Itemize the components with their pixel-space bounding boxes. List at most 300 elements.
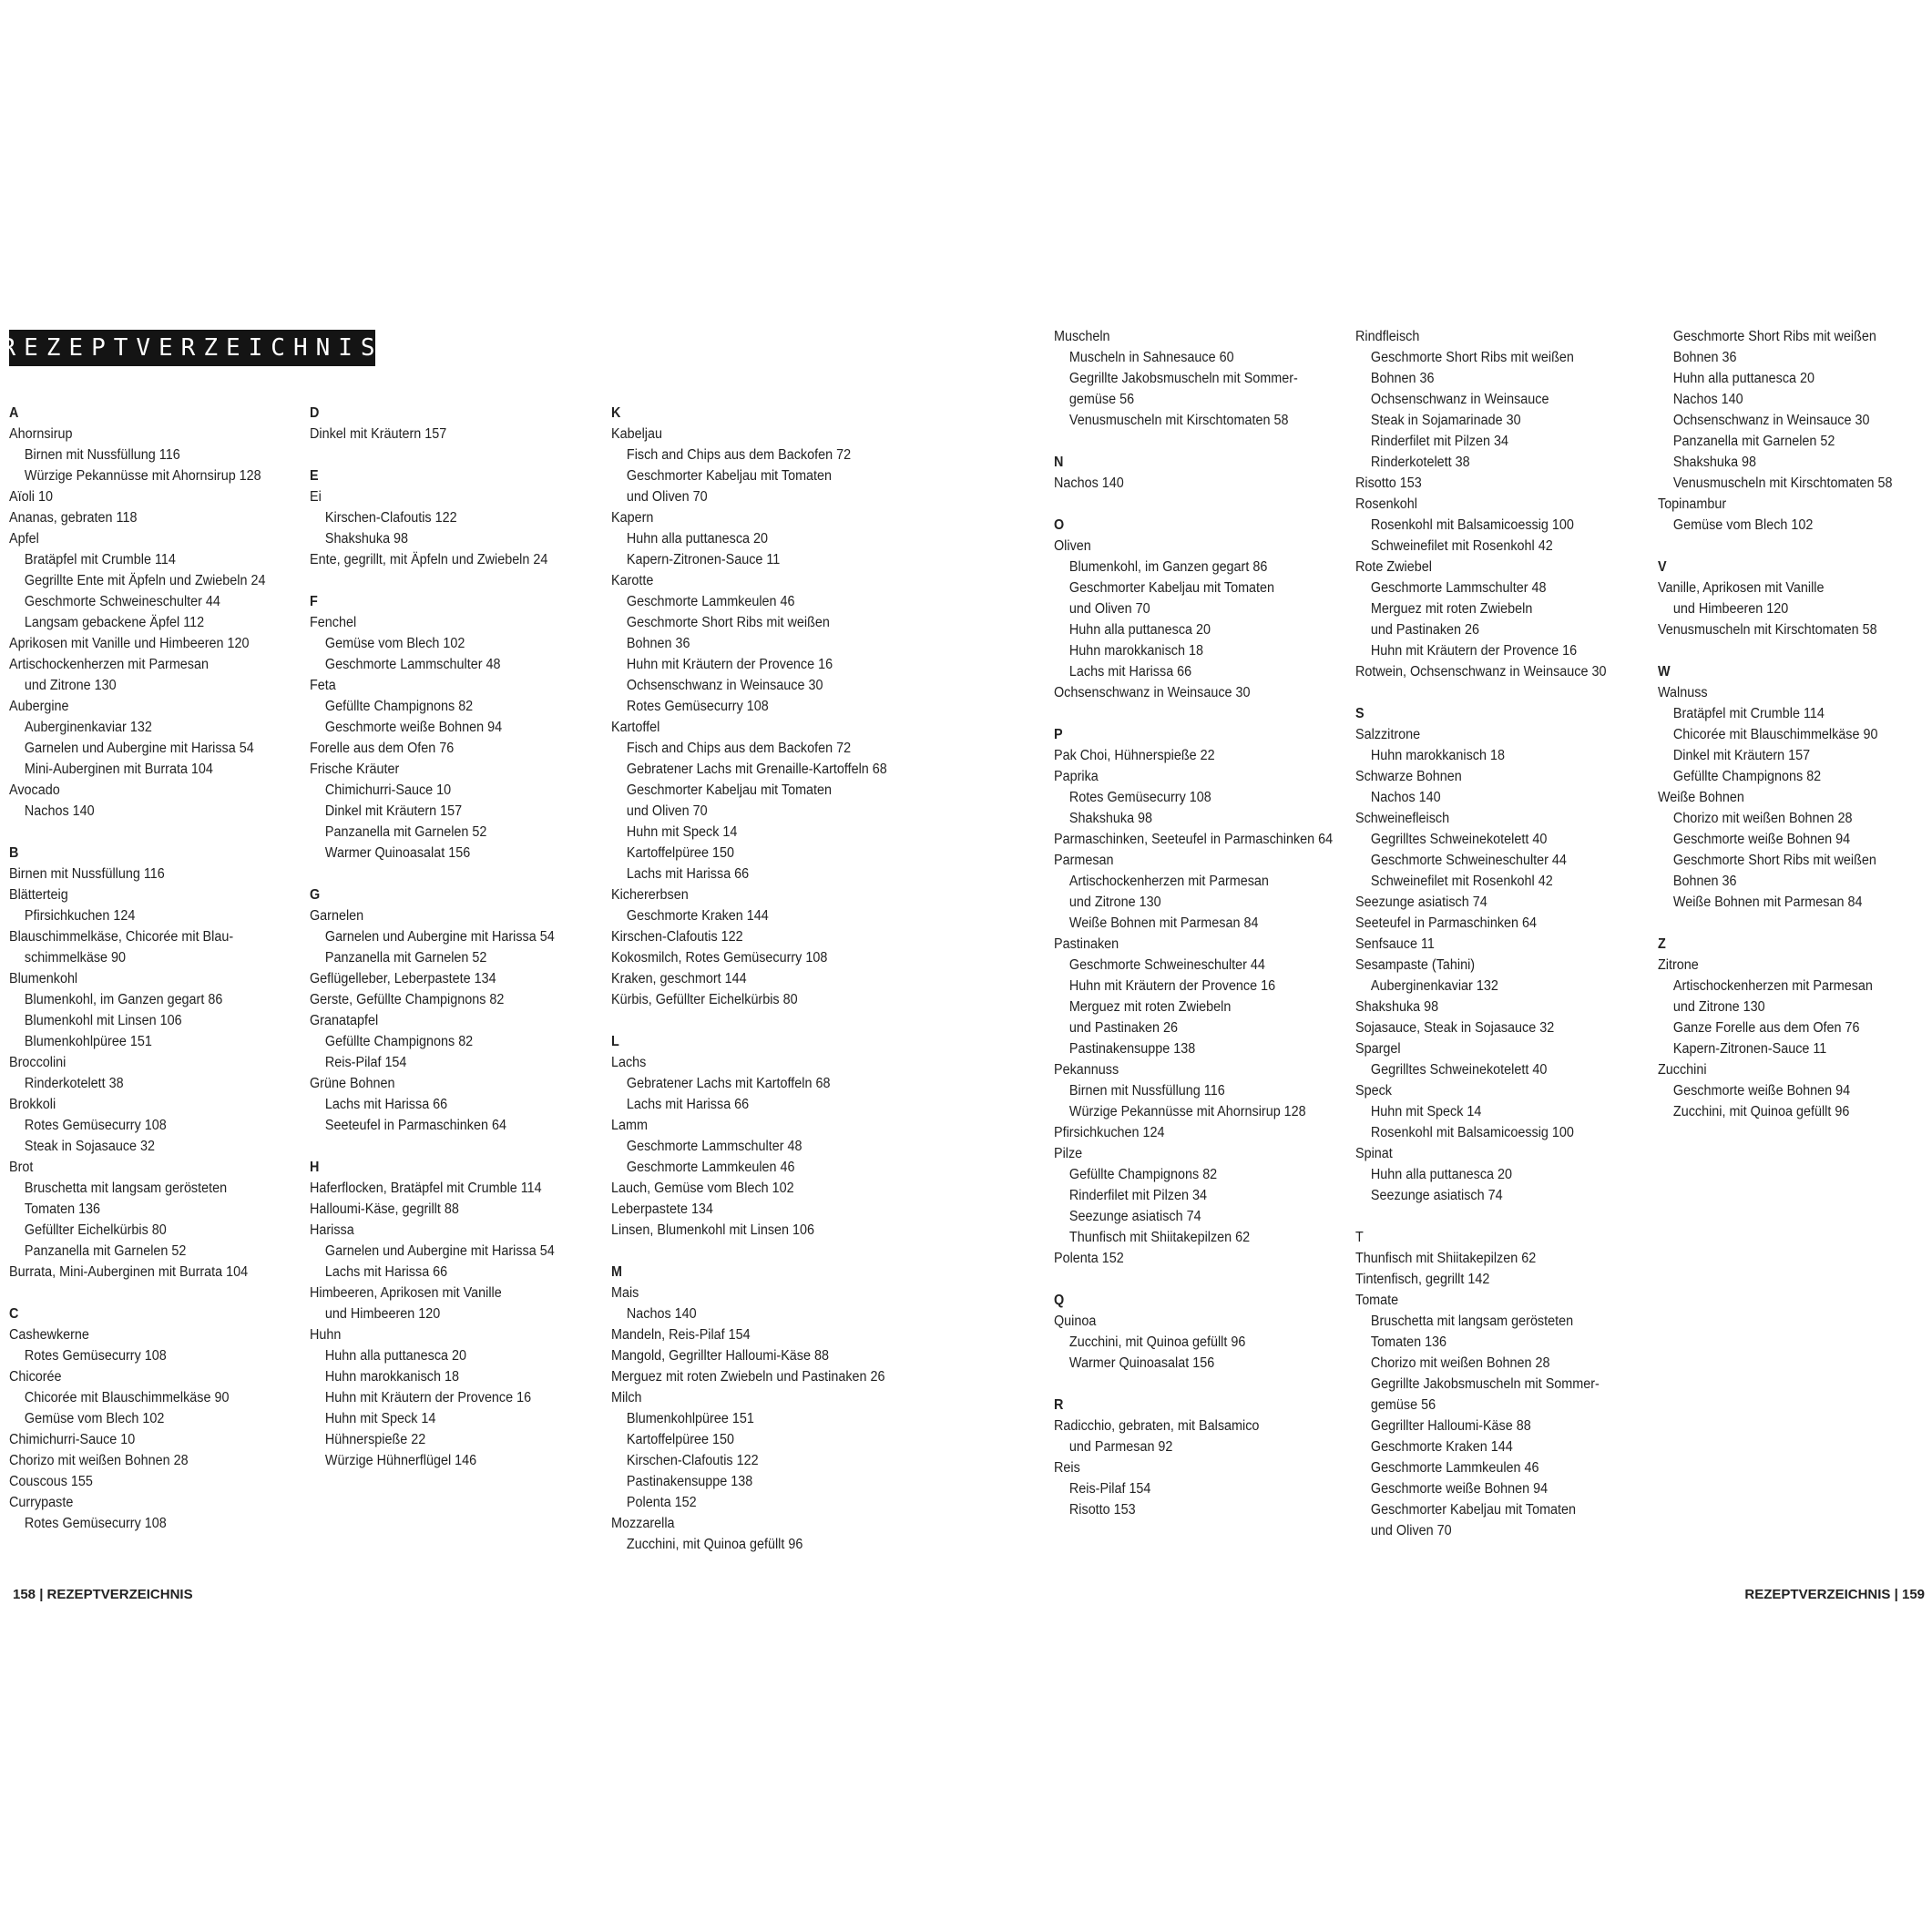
index-entry: Zucchini (1658, 1062, 1707, 1078)
index-subentry: Steak in Sojasauce 32 (24, 1139, 156, 1154)
index-entry: Kürbis, Gefüllter Eichelkürbis 80 (611, 992, 798, 1007)
index-entry: Brokkoli (9, 1097, 56, 1112)
footer-left: 158 | REZEPTVERZEICHNIS (13, 1587, 193, 1602)
page-title: REZEPTVERZEICHNIS (9, 330, 375, 366)
index-subentry: Huhn mit Kräutern der Provence 16 (1370, 643, 1578, 659)
index-subentry: Geschmorter Kabeljau mit Tomaten (626, 468, 833, 484)
index-entry: Tintenfisch, gegrillt 142 (1355, 1272, 1490, 1287)
index-subentry: Geschmorte Short Ribs mit weißen (1672, 853, 1876, 868)
section-letter: L (611, 1034, 619, 1049)
section-letter: T (1355, 1230, 1364, 1245)
section-letter: B (9, 845, 19, 861)
index-entry: Risotto 153 (1355, 475, 1422, 491)
index-entry: Kabeljau (611, 426, 662, 442)
index-subentry: Ganze Forelle aus dem Ofen 76 (1672, 1020, 1860, 1036)
index-entry: Merguez mit roten Zwiebeln und Pastinaken 26 (611, 1369, 885, 1385)
index-subentry: Geschmorte Lammkeulen 46 (626, 1160, 795, 1175)
index-entry: Lauch, Gemüse vom Blech 102 (611, 1181, 794, 1196)
index-subentry: Venusmuscheln mit Kirschtomaten 58 (1068, 413, 1289, 428)
index-subentry: Ochsenschwanz in Weinsauce 30 (626, 678, 823, 693)
index-subentry: Zucchini, mit Quinoa gefüllt 96 (1068, 1334, 1246, 1350)
index-subentry: Würzige Pekannüsse mit Ahornsirup 128 (24, 468, 261, 484)
index-entry: Artischockenherzen mit Parmesan (9, 657, 209, 672)
index-subentry: Artischockenherzen mit Parmesan (1068, 874, 1269, 889)
index-entry: Pekannuss (1054, 1062, 1119, 1078)
index-subentry: gemüse 56 (1068, 392, 1135, 407)
index-entry: Speck (1355, 1083, 1392, 1099)
index-subentry: Gefüllte Champignons 82 (324, 699, 474, 714)
index-subentry: Pastinakensuppe 138 (626, 1474, 753, 1489)
section-letter: V (1658, 559, 1667, 575)
index-entry: Spinat (1355, 1146, 1393, 1161)
index-entry: Rindfleisch (1355, 329, 1420, 344)
index-entry: Cashewkerne (9, 1327, 89, 1343)
index-subentry: Geschmorte weiße Bohnen 94 (1370, 1481, 1549, 1497)
section-letter: N (1054, 455, 1064, 470)
index-subentry: Chorizo mit weißen Bohnen 28 (1672, 811, 1853, 826)
index-entry: Himbeeren, Aprikosen mit Vanille (310, 1285, 502, 1301)
index-subentry: Huhn mit Kräutern der Provence 16 (324, 1390, 532, 1406)
index-entry: Leberpastete 134 (611, 1201, 713, 1217)
index-entry: Broccolini (9, 1055, 66, 1070)
index-subentry: und Oliven 70 (626, 803, 708, 819)
index-subentry: und Parmesan 92 (1068, 1439, 1173, 1455)
index-subentry: Huhn mit Kräutern der Provence 16 (626, 657, 833, 672)
index-subentry: Panzanella mit Garnelen 52 (24, 1243, 187, 1259)
index-entry: Linsen, Blumenkohl mit Linsen 106 (611, 1222, 815, 1238)
index-subentry: Huhn alla puttanesca 20 (1068, 622, 1211, 638)
section-letter: C (9, 1306, 19, 1322)
index-subentry: Merguez mit roten Zwiebeln (1068, 999, 1232, 1015)
index-subentry: Gegrilltes Schweinekotelett 40 (1370, 1062, 1548, 1078)
index-subentry: und Oliven 70 (1068, 601, 1150, 617)
index-subentry: Huhn alla puttanesca 20 (1370, 1167, 1513, 1182)
index-subentry: Geschmorte Short Ribs mit weißen (1370, 350, 1574, 365)
index-entry: Fenchel (310, 615, 357, 630)
index-subentry: Würzige Pekannüsse mit Ahornsirup 128 (1068, 1104, 1306, 1119)
index-entry: Kartoffel (611, 720, 660, 735)
index-entry: Aubergine (9, 699, 69, 714)
index-entry: Feta (310, 678, 336, 693)
index-subentry: Shakshuka 98 (1068, 811, 1153, 826)
index-entry: Ananas, gebraten 118 (9, 510, 138, 526)
index-subentry: Chimichurri-Sauce 10 (324, 782, 452, 798)
index-subentry: Huhn mit Speck 14 (1370, 1104, 1482, 1119)
index-subentry: Chicorée mit Blauschimmelkäse 90 (1672, 727, 1878, 742)
index-entry: Harissa (310, 1222, 354, 1238)
index-entry: Quinoa (1054, 1314, 1097, 1329)
index-subentry: Gemüse vom Blech 102 (324, 636, 465, 651)
index-subentry: Thunfisch mit Shiitakepilzen 62 (1068, 1230, 1251, 1245)
index-subentry: Langsam gebackene Äpfel 112 (24, 615, 205, 630)
index-subentry: Warmer Quinoasalat 156 (1068, 1355, 1215, 1371)
index-entry: Chicorée (9, 1369, 62, 1385)
index-entry: Ochsenschwanz in Weinsauce 30 (1054, 685, 1251, 700)
index-subentry: und Himbeeren 120 (1672, 601, 1789, 617)
index-subentry: Nachos 140 (1672, 392, 1743, 407)
index-subentry: Rinderkotelett 38 (1370, 455, 1470, 470)
index-entry: Topinambur (1658, 496, 1727, 512)
index-subentry: Geschmorte weiße Bohnen 94 (1672, 1083, 1851, 1099)
index-subentry: und Himbeeren 120 (324, 1306, 441, 1322)
index-entry: Mangold, Gegrillter Halloumi-Käse 88 (611, 1348, 829, 1364)
index-subentry: Huhn alla puttanesca 20 (626, 531, 769, 547)
index-subentry: Huhn mit Kräutern der Provence 16 (1068, 978, 1276, 994)
index-subentry: Lachs mit Harissa 66 (626, 866, 750, 882)
index-subentry: Panzanella mit Garnelen 52 (324, 824, 487, 840)
index-subentry: Rinderfilet mit Pilzen 34 (1068, 1188, 1207, 1203)
index-subentry: Gegrillte Ente mit Äpfeln und Zwiebeln 24 (24, 573, 266, 588)
index-subentry: Polenta 152 (626, 1495, 697, 1510)
index-subentry: Birnen mit Nussfüllung 116 (24, 447, 180, 463)
index-subentry: Tomaten 136 (24, 1201, 101, 1217)
index-subentry: Nachos 140 (626, 1306, 697, 1322)
index-entry: Pastinaken (1054, 936, 1119, 952)
index-entry: Mais (611, 1285, 639, 1301)
section-letter: O (1054, 517, 1065, 533)
index-entry: Burrata, Mini-Auberginen mit Burrata 104 (9, 1264, 249, 1280)
index-entry: Pilze (1054, 1146, 1083, 1161)
index-subentry: Gebratener Lachs mit Kartoffeln 68 (626, 1076, 831, 1091)
index-subentry: Rotes Gemüsecurry 108 (24, 1516, 167, 1531)
index-entry: Zitrone (1658, 957, 1699, 973)
index-subentry: Shakshuka 98 (1672, 455, 1757, 470)
index-entry: Gerste, Gefüllte Champignons 82 (310, 992, 505, 1007)
index-entry: Seezunge asiatisch 74 (1355, 894, 1487, 910)
index-subentry: Fisch and Chips aus dem Backofen 72 (626, 741, 852, 756)
index-subentry: Risotto 153 (1068, 1502, 1136, 1518)
index-subentry: Geschmorte Lammkeulen 46 (1370, 1460, 1539, 1476)
index-entry: Salzzitrone (1355, 727, 1421, 742)
index-entry: Kichererbsen (611, 887, 689, 903)
index-entry: Dinkel mit Kräutern 157 (310, 426, 447, 442)
index-subentry: Geschmorte Lammkeulen 46 (626, 594, 795, 609)
index-entry: Venusmuscheln mit Kirschtomaten 58 (1658, 622, 1877, 638)
index-subentry: Blumenkohl, im Ganzen gegart 86 (1068, 559, 1268, 575)
index-entry: Blauschimmelkäse, Chicorée mit Blau- (9, 929, 234, 945)
index-subentry: Bratäpfel mit Crumble 114 (24, 552, 176, 567)
index-subentry: Geschmorte Schweineschulter 44 (24, 594, 220, 609)
index-subentry: Blumenkohl mit Linsen 106 (24, 1013, 182, 1028)
index-entry: Garnelen (310, 908, 364, 924)
index-entry: Paprika (1054, 769, 1099, 784)
index-subentry: Huhn marokkanisch 18 (1370, 748, 1505, 763)
index-subentry: Geschmorte Lammschulter 48 (1370, 580, 1547, 596)
index-subentry: Merguez mit roten Zwiebeln (1370, 601, 1533, 617)
index-entry: Tomate (1355, 1293, 1399, 1308)
index-entry: Reis (1054, 1460, 1080, 1476)
index-subentry: Gemüse vom Blech 102 (24, 1411, 165, 1426)
index-entry: Frische Kräuter (310, 762, 400, 777)
section-letter: W (1658, 664, 1671, 680)
index-entry: Forelle aus dem Ofen 76 (310, 741, 455, 756)
index-column-1 (9, 403, 291, 1534)
index-subentry: Rotes Gemüsecurry 108 (626, 699, 769, 714)
index-subentry: Shakshuka 98 (324, 531, 409, 547)
index-subentry: Zucchini, mit Quinoa gefüllt 96 (1672, 1104, 1850, 1119)
index-subentry: Gegrillte Jakobsmuscheln mit Sommer- (1068, 371, 1298, 386)
index-entry: Grüne Bohnen (310, 1076, 395, 1091)
index-entry: Apfel (9, 531, 39, 547)
index-entry: Avocado (9, 782, 60, 798)
index-entry: Halloumi-Käse, gegrillt 88 (310, 1201, 459, 1217)
index-subentry: Muscheln in Sahnesauce 60 (1068, 350, 1234, 365)
index-entry: Kapern (611, 510, 654, 526)
index-subentry: Geschmorte weiße Bohnen 94 (1672, 832, 1851, 847)
section-letter: A (9, 405, 19, 421)
index-entry: Chorizo mit weißen Bohnen 28 (9, 1453, 189, 1468)
section-letter: K (611, 405, 621, 421)
index-subentry: Nachos 140 (1370, 790, 1441, 805)
index-subentry: Nachos 140 (24, 803, 95, 819)
index-column-2 (310, 403, 592, 1471)
index-subentry: Bruschetta mit langsam gerösteten (24, 1181, 228, 1196)
index-entry: Milch (611, 1390, 642, 1406)
section-letter: H (310, 1160, 320, 1175)
index-subentry: Huhn mit Speck 14 (626, 824, 738, 840)
index-subentry: Geschmorte weiße Bohnen 94 (324, 720, 503, 735)
index-entry: Weiße Bohnen (1658, 790, 1744, 805)
index-subentry: Bohnen 36 (1672, 350, 1737, 365)
index-subentry: Birnen mit Nussfüllung 116 (1068, 1083, 1225, 1099)
section-letter: G (310, 887, 321, 903)
index-entry: Aprikosen mit Vanille und Himbeeren 120 (9, 636, 250, 651)
index-subentry: Kirschen-Clafoutis 122 (626, 1453, 759, 1468)
index-subentry: Ochsenschwanz in Weinsauce 30 (1672, 413, 1870, 428)
index-column-5 (1355, 326, 1638, 1541)
index-subentry: Geschmorte Schweineschulter 44 (1068, 957, 1265, 973)
index-subentry: Kartoffelpüree 150 (626, 1432, 734, 1447)
index-entry: Parmesan (1054, 853, 1114, 868)
index-entry: Kirschen-Clafoutis 122 (611, 929, 743, 945)
index-column-4 (1054, 326, 1336, 1520)
index-subentry: Garnelen und Aubergine mit Harissa 54 (324, 1243, 555, 1259)
index-entry: Haferflocken, Bratäpfel mit Crumble 114 (310, 1181, 542, 1196)
index-entry: Brot (9, 1160, 34, 1175)
index-subentry: Kartoffelpüree 150 (626, 845, 734, 861)
index-subentry: Panzanella mit Garnelen 52 (324, 950, 487, 966)
index-subentry: Huhn alla puttanesca 20 (324, 1348, 467, 1364)
index-entry: Thunfisch mit Shiitakepilzen 62 (1355, 1251, 1537, 1266)
index-subentry: Pfirsichkuchen 124 (24, 908, 136, 924)
section-letter: M (611, 1264, 622, 1280)
index-subentry: Huhn marokkanisch 18 (324, 1369, 459, 1385)
index-subentry: Rinderfilet mit Pilzen 34 (1370, 434, 1508, 449)
index-entry: Muscheln (1054, 329, 1110, 344)
index-subentry: Würzige Hühnerflügel 146 (324, 1453, 477, 1468)
index-subentry: Auberginenkaviar 132 (1370, 978, 1498, 994)
index-column-6 (1658, 326, 1932, 1122)
section-letter: Z (1658, 936, 1666, 952)
index-subentry: Bratäpfel mit Crumble 114 (1672, 706, 1825, 721)
index-subentry: Kapern-Zitronen-Sauce 11 (626, 552, 781, 567)
index-subentry: Gebratener Lachs mit Grenaille-Kartoffeln 68 (626, 762, 887, 777)
index-entry: Walnuss (1658, 685, 1708, 700)
index-subentry: Rosenkohl mit Balsamicoessig 100 (1370, 1125, 1574, 1140)
index-subentry: Seeteufel in Parmaschinken 64 (324, 1118, 506, 1133)
index-subentry: Blumenkohlpüree 151 (24, 1034, 152, 1049)
index-subentry: Kapern-Zitronen-Sauce 11 (1672, 1041, 1827, 1057)
index-entry: Lachs (611, 1055, 647, 1070)
index-subentry: Venusmuscheln mit Kirschtomaten 58 (1672, 475, 1893, 491)
index-entry: Spargel (1355, 1041, 1401, 1057)
index-column-3 (611, 403, 894, 1555)
index-subentry: Weiße Bohnen mit Parmesan 84 (1672, 894, 1863, 910)
index-subentry: Pastinakensuppe 138 (1068, 1041, 1196, 1057)
index-entry: Chimichurri-Sauce 10 (9, 1432, 136, 1447)
index-subentry: Bohnen 36 (1370, 371, 1435, 386)
index-entry: Currypaste (9, 1495, 74, 1510)
index-subentry: Reis-Pilaf 154 (324, 1055, 407, 1070)
index-subentry: Lachs mit Harissa 66 (1068, 664, 1192, 680)
index-subentry: Geschmorte Kraken 144 (626, 908, 769, 924)
section-letter: F (310, 594, 318, 609)
index-subentry: Seezunge asiatisch 74 (1370, 1188, 1503, 1203)
index-entry: Mozzarella (611, 1516, 675, 1531)
index-subentry: Huhn mit Speck 14 (324, 1411, 436, 1426)
index-entry: Rosenkohl (1355, 496, 1417, 512)
index-entry: Karotte (611, 573, 654, 588)
index-subentry: Gefüllter Eichelkürbis 80 (24, 1222, 167, 1238)
index-subentry: Chicorée mit Blauschimmelkäse 90 (24, 1390, 230, 1406)
index-subentry: Garnelen und Aubergine mit Harissa 54 (324, 929, 555, 945)
index-subentry: Rotes Gemüsecurry 108 (24, 1348, 167, 1364)
section-letter: D (310, 405, 320, 421)
index-subentry: Schweinefilet mit Rosenkohl 42 (1370, 538, 1553, 554)
index-subentry: und Zitrone 130 (24, 678, 117, 693)
index-entry: Senfsauce 11 (1355, 936, 1435, 952)
index-entry: Nachos 140 (1054, 475, 1124, 491)
index-subentry: Lachs mit Harissa 66 (324, 1264, 448, 1280)
index-subentry: und Zitrone 130 (1068, 894, 1161, 910)
index-entry: Blätterteig (9, 887, 68, 903)
index-subentry: Bohnen 36 (1672, 874, 1737, 889)
index-subentry: Geschmorter Kabeljau mit Tomaten (1370, 1502, 1577, 1518)
index-subentry: Geschmorte Kraken 144 (1370, 1439, 1513, 1455)
index-entry: Pak Choi, Hühnerspieße 22 (1054, 748, 1215, 763)
index-entry: Pfirsichkuchen 124 (1054, 1125, 1165, 1140)
section-letter: R (1054, 1397, 1064, 1413)
index-subentry: Steak in Sojamarinade 30 (1370, 413, 1521, 428)
index-entry: Couscous 155 (9, 1474, 93, 1489)
index-entry: Kraken, geschmort 144 (611, 971, 747, 986)
index-subentry: Gefüllte Champignons 82 (1068, 1167, 1218, 1182)
index-subentry: Zucchini, mit Quinoa gefüllt 96 (626, 1537, 803, 1552)
index-entry: Vanille, Aprikosen mit Vanille (1658, 580, 1825, 596)
index-entry: Sojasauce, Steak in Sojasauce 32 (1355, 1020, 1555, 1036)
index-subentry: Rinderkotelett 38 (24, 1076, 124, 1091)
index-subentry: Artischockenherzen mit Parmesan (1672, 978, 1873, 994)
index-subentry: Gefüllte Champignons 82 (1672, 769, 1822, 784)
index-subentry: Warmer Quinoasalat 156 (324, 845, 471, 861)
index-subentry: Chorizo mit weißen Bohnen 28 (1370, 1355, 1550, 1371)
index-subentry: Blumenkohl, im Ganzen gegart 86 (24, 992, 223, 1007)
index-entry: Blumenkohl (9, 971, 78, 986)
index-entry: Oliven (1054, 538, 1091, 554)
index-subentry: Lachs mit Harissa 66 (324, 1097, 448, 1112)
index-subentry: Gegrillter Halloumi-Käse 88 (1370, 1418, 1531, 1434)
index-subentry: Rosenkohl mit Balsamicoessig 100 (1370, 517, 1574, 533)
index-subentry: Bruschetta mit langsam gerösteten (1370, 1314, 1574, 1329)
index-subentry: und Zitrone 130 (1672, 999, 1765, 1015)
section-letter: S (1355, 706, 1365, 721)
index-subentry: Lachs mit Harissa 66 (626, 1097, 750, 1112)
index-subentry: Gegrilltes Schweinekotelett 40 (1370, 832, 1548, 847)
index-subentry: Garnelen und Aubergine mit Harissa 54 (24, 741, 254, 756)
index-subentry: Bohnen 36 (626, 636, 690, 651)
index-subentry: schimmelkäse 90 (24, 950, 127, 966)
index-entry: Granatapfel (310, 1013, 379, 1028)
index-subentry: Tomaten 136 (1370, 1334, 1447, 1350)
index-subentry: gemüse 56 (1370, 1397, 1436, 1413)
index-subentry: Gemüse vom Blech 102 (1672, 517, 1814, 533)
index-subentry: Seezunge asiatisch 74 (1068, 1209, 1201, 1224)
index-entry: Rotwein, Ochsenschwanz in Weinsauce 30 (1355, 664, 1607, 680)
index-entry: Sesampaste (Tahini) (1355, 957, 1476, 973)
index-subentry: Reis-Pilaf 154 (1068, 1481, 1151, 1497)
index-entry: Huhn (310, 1327, 342, 1343)
index-subentry: Geschmorte Lammschulter 48 (324, 657, 501, 672)
index-entry: Polenta 152 (1054, 1251, 1124, 1266)
index-entry: Mandeln, Reis-Pilaf 154 (611, 1327, 751, 1343)
index-subentry: Geschmorte Schweineschulter 44 (1370, 853, 1567, 868)
index-subentry: und Pastinaken 26 (1370, 622, 1480, 638)
index-subentry: Geschmorter Kabeljau mit Tomaten (1068, 580, 1275, 596)
index-subentry: Ochsenschwanz in Weinsauce (1370, 392, 1549, 407)
index-subentry: Gegrillte Jakobsmuscheln mit Sommer- (1370, 1376, 1600, 1392)
index-entry: Birnen mit Nussfüllung 116 (9, 866, 165, 882)
index-subentry: Huhn alla puttanesca 20 (1672, 371, 1815, 386)
index-subentry: Geschmorte Short Ribs mit weißen (1672, 329, 1876, 344)
index-subentry: Hühnerspieße 22 (324, 1432, 426, 1447)
index-subentry: und Oliven 70 (626, 489, 708, 505)
index-subentry: und Oliven 70 (1370, 1523, 1452, 1538)
index-subentry: Geschmorter Kabeljau mit Tomaten (626, 782, 833, 798)
index-subentry: Dinkel mit Kräutern 157 (324, 803, 463, 819)
index-entry: Radicchio, gebraten, mit Balsamico (1054, 1418, 1260, 1434)
index-subentry: Huhn marokkanisch 18 (1068, 643, 1203, 659)
index-entry: Ente, gegrillt, mit Äpfeln und Zwiebeln 24 (310, 552, 548, 567)
section-letter: Q (1054, 1293, 1065, 1308)
section-letter: E (310, 468, 319, 484)
index-entry: Geflügelleber, Leberpastete 134 (310, 971, 496, 986)
index-subentry: Schweinefilet mit Rosenkohl 42 (1370, 874, 1553, 889)
index-subentry: Panzanella mit Garnelen 52 (1672, 434, 1835, 449)
index-entry: Lamm (611, 1118, 648, 1133)
index-entry: Shakshuka 98 (1355, 999, 1439, 1015)
index-entry: Ahornsirup (9, 426, 73, 442)
index-subentry: Rotes Gemüsecurry 108 (24, 1118, 167, 1133)
index-entry: Kokosmilch, Rotes Gemüsecurry 108 (611, 950, 828, 966)
index-entry: Ei (310, 489, 322, 505)
index-subentry: Kirschen-Clafoutis 122 (324, 510, 457, 526)
index-entry: Rote Zwiebel (1355, 559, 1432, 575)
index-entry: Aïoli 10 (9, 489, 53, 505)
index-subentry: Dinkel mit Kräutern 157 (1672, 748, 1811, 763)
index-entry: Schwarze Bohnen (1355, 769, 1462, 784)
index-subentry: Mini-Auberginen mit Burrata 104 (24, 762, 213, 777)
index-subentry: Rotes Gemüsecurry 108 (1068, 790, 1211, 805)
index-subentry: Auberginenkaviar 132 (24, 720, 152, 735)
index-subentry: Gefüllte Champignons 82 (324, 1034, 474, 1049)
index-subentry: und Pastinaken 26 (1068, 1020, 1179, 1036)
index-entry: Parmaschinken, Seeteufel in Parmaschinken 64 (1054, 832, 1334, 847)
index-subentry: Blumenkohlpüree 151 (626, 1411, 754, 1426)
index-subentry: Geschmorte Lammschulter 48 (626, 1139, 802, 1154)
index-subentry: Fisch and Chips aus dem Backofen 72 (626, 447, 852, 463)
index-subentry: Geschmorte Short Ribs mit weißen (626, 615, 830, 630)
index-entry: Seeteufel in Parmaschinken 64 (1355, 915, 1538, 931)
